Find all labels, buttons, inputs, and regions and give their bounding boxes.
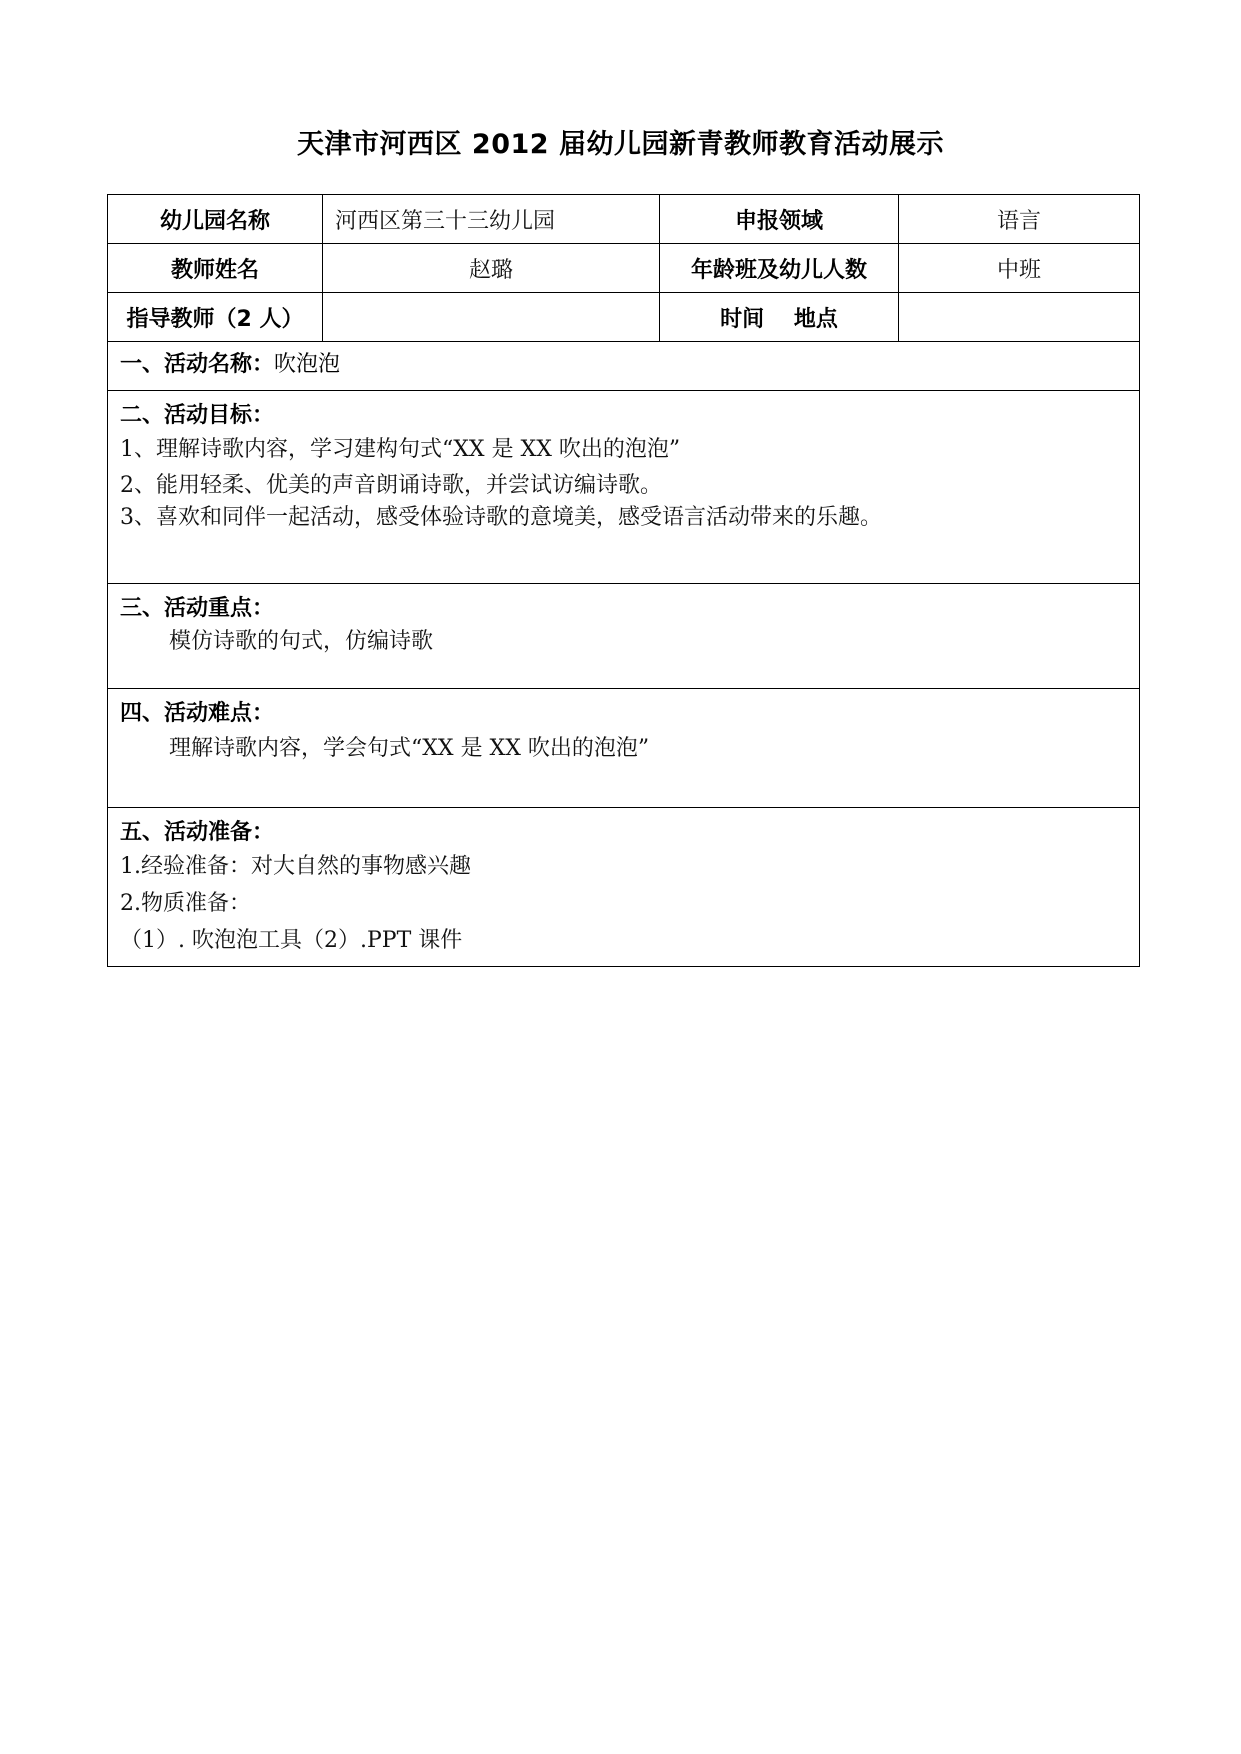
table-row [108,244,1140,293]
advisor-value [323,293,660,342]
key-point-section [108,584,1140,689]
goal-item: 3、喜欢和同伴一起活动，感受体验诗歌的意境美，感受语言活动带来的乐趣。 [120,505,882,530]
difficulty-heading: 四、活动难点： [120,701,275,726]
preparation-item: 1.经验准备：对大自然的事物感兴趣 [120,854,471,879]
table-row [108,342,1140,391]
table-row [108,195,1140,244]
table-row [108,584,1140,689]
key-point-text: 模仿诗歌的句式，仿编诗歌 [169,629,434,654]
advisor-label: 指导教师（2 人） [108,293,323,342]
activity-name-heading [120,350,1127,380]
activity-name-section [108,342,1140,391]
domain-label: 申报领域 [660,195,899,244]
table-row [108,808,1140,967]
table-row [108,689,1140,808]
activity-name-heading-text: 一、活动名称： [120,352,275,377]
kindergarten-label: 幼儿园名称 [108,195,323,244]
time-place-value [899,293,1140,342]
teacher-value: 赵璐 [323,244,660,293]
preparation-item: （1）. 吹泡泡工具（2）.PPT 课件 [120,928,463,953]
preparation-heading: 五、活动准备： [120,820,275,845]
activity-form-table [107,194,1140,967]
kindergarten-value: 河西区第三十三幼儿园 [323,195,660,244]
difficulty-section [108,689,1140,808]
teacher-label: 教师姓名 [108,244,323,293]
class-value: 中班 [899,244,1140,293]
preparation-item: 2.物质准备： [120,891,251,916]
time-place-label: 时间 地点 [660,293,899,342]
goal-item: 1、理解诗歌内容，学习建构句式“XX 是 XX 吹出的泡泡” [120,437,681,462]
key-point-heading: 三、活动重点： [120,596,275,621]
domain-value: 语言 [899,195,1140,244]
table-row [108,293,1140,342]
preparation-section [108,808,1140,967]
activity-goals-heading: 二、活动目标： [120,403,275,428]
class-label: 年龄班及幼儿人数 [660,244,899,293]
activity-goals-section [108,391,1140,584]
table-row [108,391,1140,584]
difficulty-text: 理解诗歌内容，学会句式“XX 是 XX 吹出的泡泡” [169,736,650,761]
goal-item: 2、能用轻柔、优美的声音朗诵诗歌，并尝试访编诗歌。 [120,473,662,498]
document-title: 天津市河西区 2012 届幼儿园新青教师教育活动展示 [297,129,944,160]
activity-name-value: 吹泡泡 [274,352,341,377]
